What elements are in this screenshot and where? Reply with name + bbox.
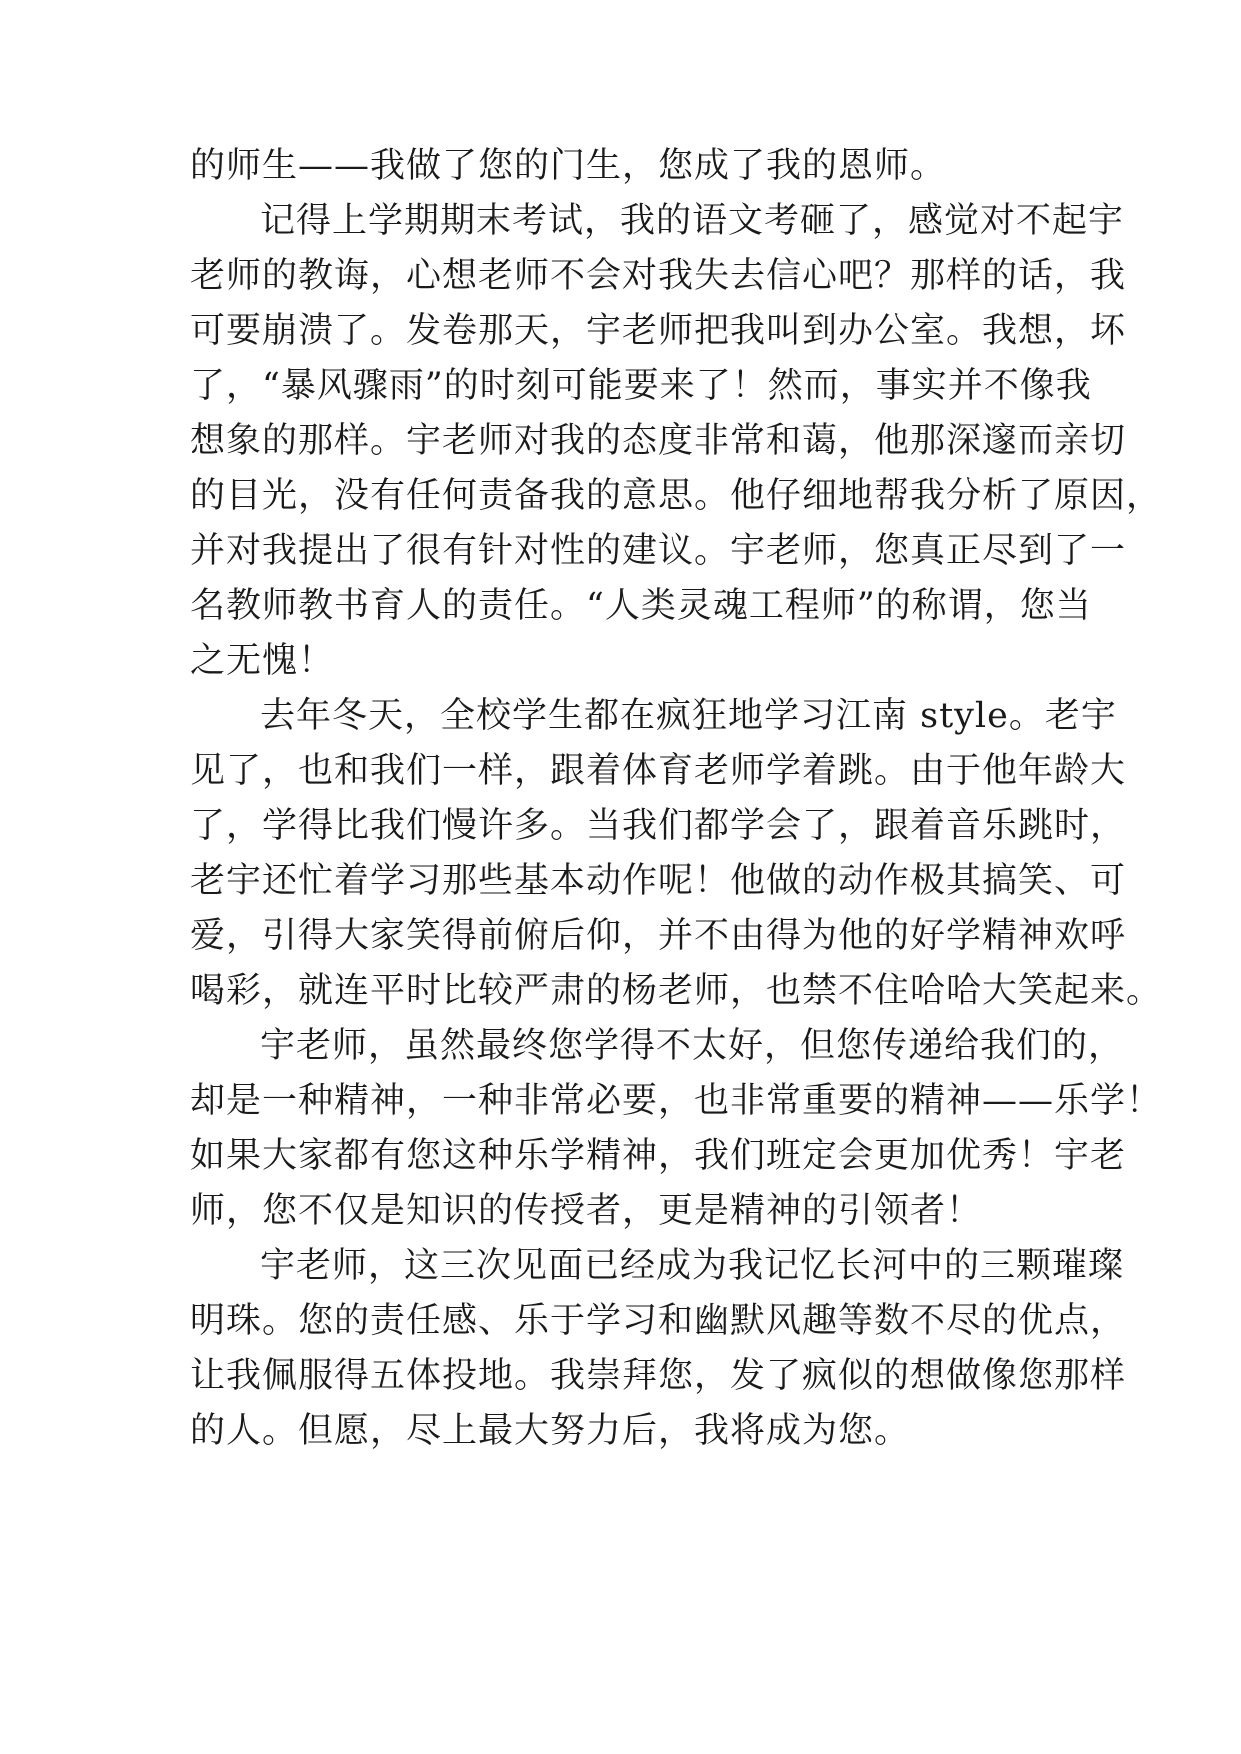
text-line: 名教师教书育人的责任。“人类灵魂工程师”的称谓，您当 [190, 586, 1092, 626]
paragraph-first-line: 宇老师，虽然最终您学得不太好，但您传递给我们的， [260, 1026, 1125, 1066]
text-line: 可要崩溃了。发卷那天，宇老师把我叫到办公室。我想，坏 [190, 311, 1127, 351]
text-line: 喝彩，就连平时比较严肃的杨老师，也禁不住哈哈大笑起来。 [190, 971, 1163, 1011]
text-line: 爱，引得大家笑得前俯后仰，并不由得为他的好学精神欢呼 [190, 916, 1127, 956]
text-line: 的人。但愿，尽上最大努力后，我将成为您。 [190, 1411, 911, 1451]
paragraph-first-line: 去年冬天，全校学生都在疯狂地学习江南 style。老宇 [260, 696, 1117, 736]
text-line: 的目光，没有任何责备我的意思。他仔细地帮我分析了原因， [190, 476, 1163, 516]
text-line: 明珠。您的责任感、乐于学习和幽默风趣等数不尽的优点， [190, 1301, 1127, 1341]
text-line: 的师生——我做了您的门生，您成了我的恩师。 [190, 146, 947, 186]
text-line: 老师的教诲，心想老师不会对我失去信心吧？那样的话，我 [190, 256, 1127, 296]
text-line: 了，学得比我们慢许多。当我们都学会了，跟着音乐跳时， [190, 806, 1127, 846]
text-line: 师，您不仅是知识的传授者，更是精神的引领者！ [190, 1191, 983, 1231]
text-line: 如果大家都有您这种乐学精神，我们班定会更加优秀！宇老 [190, 1136, 1127, 1176]
text-line: 并对我提出了很有针对性的建议。宇老师，您真正尽到了一 [190, 531, 1127, 571]
text-line: 想象的那样。宇老师对我的态度非常和蔼，他那深邃而亲切 [190, 421, 1127, 461]
text-line: 让我佩服得五体投地。我崇拜您，发了疯似的想做像您那样 [190, 1356, 1127, 1396]
text-line: 老宇还忙着学习那些基本动作呢！他做的动作极其搞笑、可 [190, 861, 1127, 901]
paragraph-first-line: 宇老师，这三次见面已经成为我记忆长河中的三颗璀璨 [260, 1246, 1125, 1286]
paragraph-first-line: 记得上学期期末考试，我的语文考砸了，感觉对不起宇 [260, 201, 1125, 241]
text-line: 却是一种精神，一种非常必要，也非常重要的精神——乐学！ [190, 1081, 1163, 1121]
text-line: 了，“暴风骤雨”的时刻可能要来了！然而，事实并不像我 [190, 366, 1092, 406]
text-line: 之无愧！ [190, 641, 335, 681]
text-line: 见了，也和我们一样，跟着体育老师学着跳。由于他年龄大 [190, 751, 1127, 791]
